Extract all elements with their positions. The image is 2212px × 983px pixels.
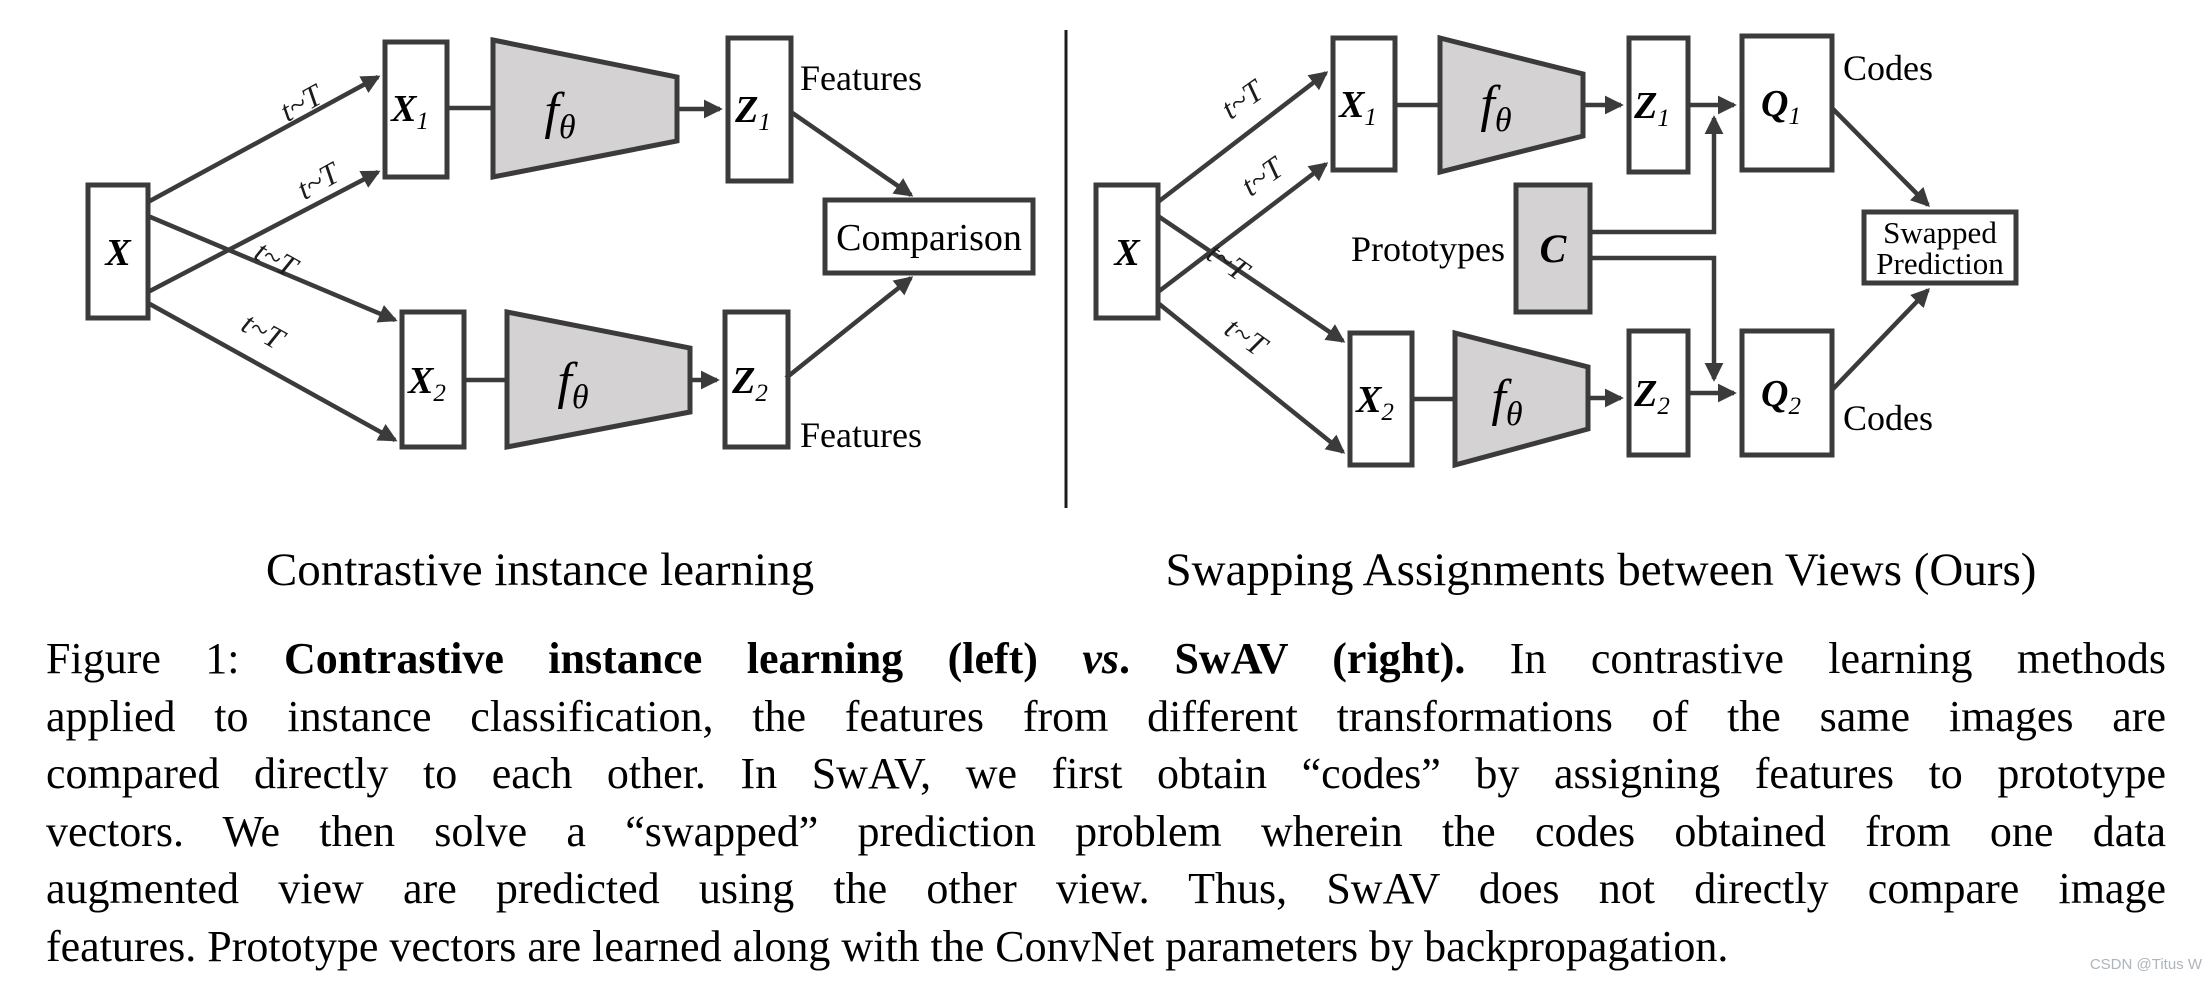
right-q2-label: Q2 [1761, 373, 1801, 420]
right-x1-label: X1 [1339, 84, 1377, 131]
caption-line-5: augmented view are predicted using the other view. Thus, SwAV does not directly compare image [46, 864, 2166, 913]
right-transform-label-2: t~T [1234, 149, 1290, 203]
caption-vs: vs [1082, 634, 1120, 683]
right-transform-label-1: t~T [1214, 72, 1270, 126]
right-x-label: X [1114, 232, 1140, 274]
right-arrow-q1-swapped [1832, 108, 1928, 205]
csdn-watermark: CSDN @Titus W [2089, 956, 2202, 973]
left-x1-label: X1 [391, 88, 429, 135]
left-x-label: X [105, 232, 131, 274]
caption-line1-rest: In contrastive learning methods [1465, 634, 2166, 683]
right-z2-label: Z2 [1634, 373, 1670, 420]
right-arrow-q2-swapped [1832, 290, 1928, 390]
caption-line-2: applied to instance classification, the features from different transformations of the same images are [46, 691, 2166, 741]
left-encoder-top-label: fθ [544, 83, 576, 146]
right-codes-top-label: Codes [1843, 48, 1933, 88]
left-x2-label: X2 [408, 360, 446, 407]
left-encoder-bottom-trapezoid [507, 312, 690, 447]
left-panel-title: Contrastive instance learning [265, 544, 815, 596]
right-swapped-label-line2: Prediction [1876, 246, 2004, 281]
caption-line-3: compared directly to each other. In SwAV, we first obtain “codes” by assigning features to prototype [46, 749, 2166, 798]
left-z1-label: Z1 [735, 89, 771, 136]
caption-figure-number: Figure 1: [46, 634, 284, 683]
right-codes-bottom-label: Codes [1843, 398, 1933, 438]
left-z2-label: Z2 [732, 360, 768, 407]
left-arrow-z2-comparison [786, 278, 911, 378]
figure-caption [46, 630, 2166, 975]
right-encoder-bottom-label: fθ [1491, 370, 1523, 433]
caption-bold-left: Contrastive instance learning (left) [283, 634, 1083, 683]
caption-line-1 [46, 630, 2166, 688]
left-transform-label-3: t~T [248, 233, 304, 285]
right-panel [1096, 36, 2036, 596]
caption-line-4: vectors. We then solve a “swapped” prediction problem wherein the codes obtained from one data [46, 806, 2166, 856]
left-features-bottom-label: Features [800, 415, 922, 455]
right-encoder-top-label: fθ [1480, 76, 1512, 139]
caption-bold-right: . SwAV (right). [1119, 634, 1466, 683]
right-transform-label-3: t~T [1200, 234, 1256, 288]
right-panel-title: Swapping Assignments between Views (Ours) [1165, 544, 2037, 596]
left-arrow-z1-comparison [791, 112, 911, 195]
right-x2-label: X2 [1356, 379, 1394, 426]
right-prototypes-label: Prototypes [1350, 229, 1505, 269]
left-features-top-label: Features [800, 58, 922, 98]
left-comparison-label: Comparison [836, 217, 1022, 259]
left-encoder-top-trapezoid [493, 40, 677, 177]
left-encoder-bottom-label: fθ [557, 353, 589, 416]
left-transform-label-2: t~T [290, 155, 346, 207]
right-prototypes-matrix-label: C [1539, 226, 1567, 271]
right-z1-label: Z1 [1634, 85, 1670, 132]
left-transform-label-4: t~T [235, 305, 291, 357]
right-swapped-label-line1: Swapped [1883, 215, 1997, 250]
caption-line-6: features. Prototype vectors are learned along with the ConvNet parameters by backpropagation. [46, 921, 1729, 971]
left-panel [88, 38, 1033, 596]
right-transform-label-4: t~T [1218, 309, 1274, 363]
right-q1-label: Q1 [1761, 83, 1801, 130]
left-transform-label-1: t~T [273, 77, 329, 129]
